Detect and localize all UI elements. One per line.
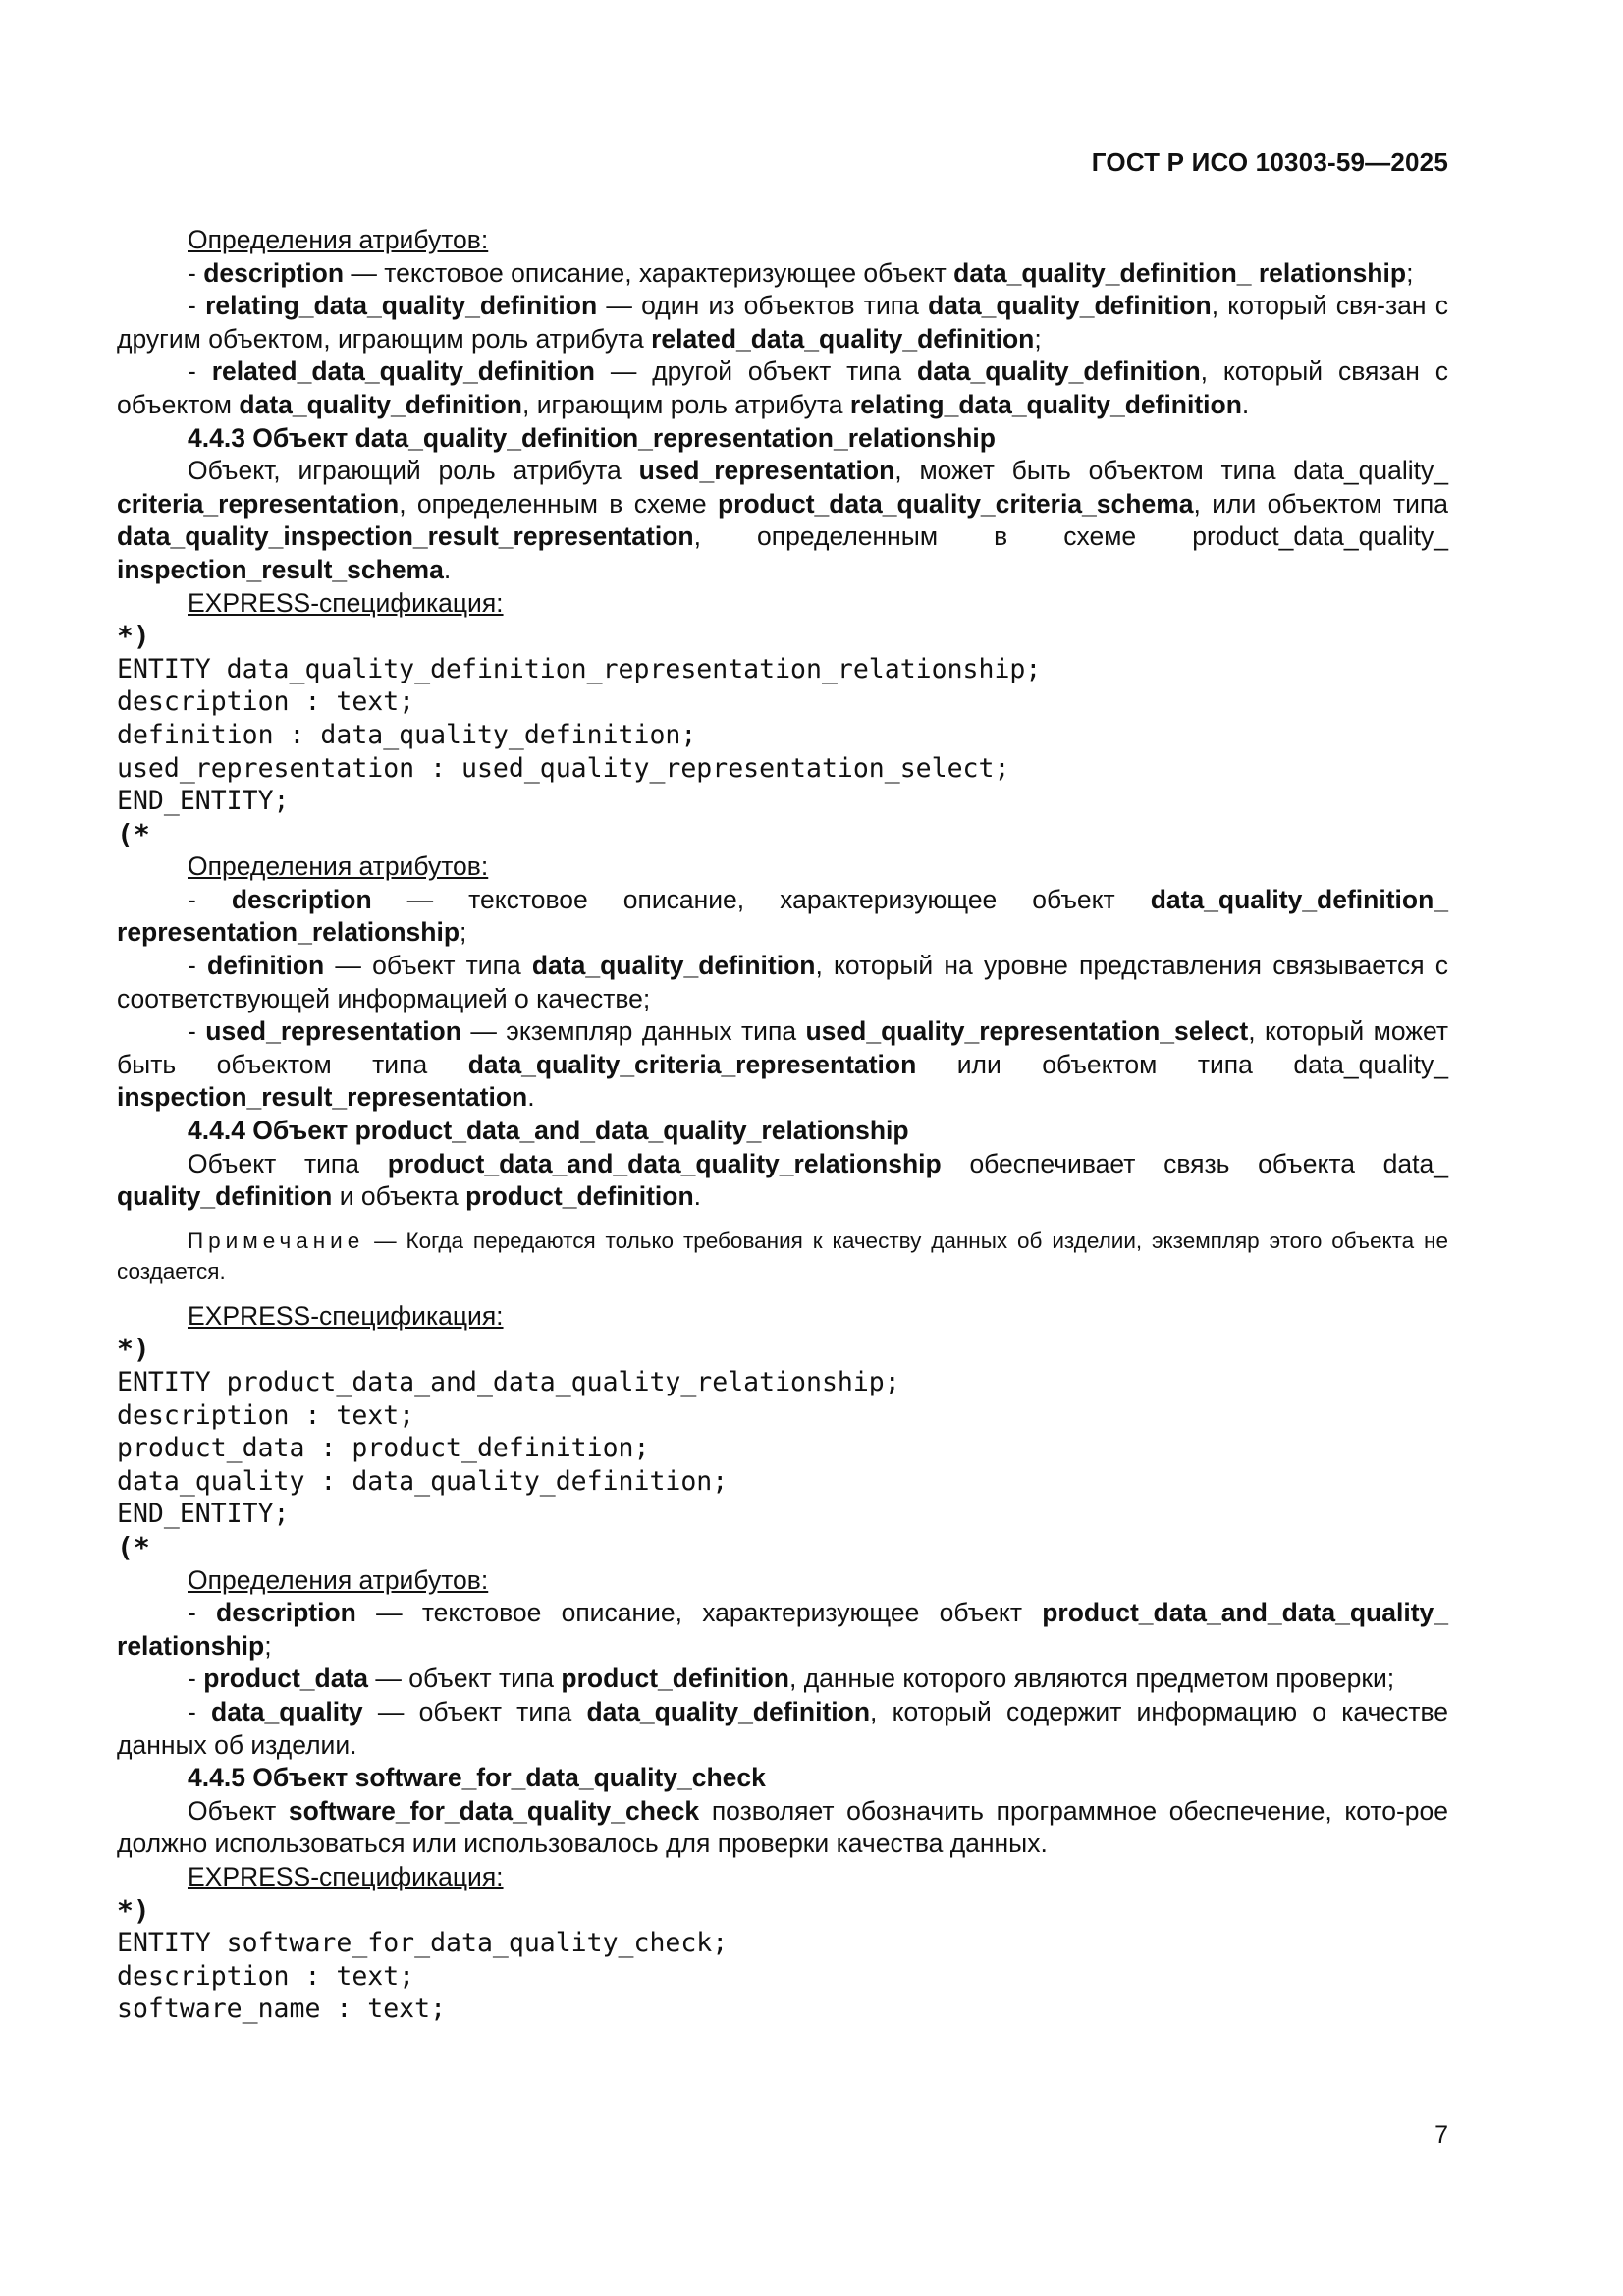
express-label: EXPRESS-спецификация:: [188, 1861, 504, 1891]
text-run: -: [188, 257, 204, 288]
bold-term: related_data_quality_definition: [211, 356, 595, 387]
text-run: ;: [1406, 257, 1414, 288]
text-run: — текстовое описание, характеризующее объект: [371, 884, 1151, 914]
text-run: , который может быть объектом типа: [117, 1016, 1449, 1079]
bold-term: product_definition: [561, 1664, 789, 1694]
express-open: *): [117, 1893, 150, 1927]
express-open: *): [117, 1333, 150, 1366]
text-run: — текстовое описание, характеризующее объект: [344, 257, 954, 288]
section-heading-4-4-4: 4.4.4 Объект product_data_and_data_quality_relationship: [188, 1116, 909, 1146]
bold-term: used_representation: [638, 456, 895, 486]
bold-term: criteria_representation: [117, 488, 400, 519]
note: [117, 1226, 1448, 1286]
bold-term: data_quality_definition: [917, 356, 1201, 387]
text-run: Объект, играющий роль атрибута: [188, 456, 639, 486]
code-line: description : text;: [117, 1960, 415, 1992]
bold-term: used_quality_representation_select: [805, 1016, 1249, 1047]
text-run: -: [188, 884, 232, 914]
text-run: .: [443, 554, 452, 584]
text-run: или объектом типа data_quality_: [916, 1049, 1448, 1079]
text-run: , определенным в схеме product_data_quality_: [693, 521, 1448, 552]
page-number: 7: [1434, 2121, 1448, 2149]
text-run: -: [188, 951, 208, 981]
attr-used-representation: [117, 1015, 1448, 1115]
section-heading-4-4-3: 4.4.3 Объект data_quality_definition_representation_relationship: [188, 422, 996, 453]
text-run: .: [1241, 389, 1250, 419]
code-line: product_data : product_definition;: [117, 1433, 650, 1464]
bold-term: product_data_and_data_quality_ relationship: [117, 1598, 1448, 1661]
bold-term: data_quality_definition: [928, 291, 1212, 321]
express-open: *): [117, 620, 150, 653]
bold-term: data_quality_definition_ representation_relationship: [117, 884, 1449, 948]
code-line: definition : data_quality_definition;: [117, 719, 697, 750]
text-run: , который свя-зан с другим объектом, играющим роль атрибута: [117, 291, 1449, 354]
attr-defs-label: Определения атрибутов:: [188, 1564, 489, 1595]
bold-term: data_quality_criteria_representation: [467, 1049, 917, 1079]
section-intro-4-4-5: [117, 1795, 1448, 1861]
note-text: — Когда передаются только требования к качеству данных об изделии, экземпляр этого объекта не создается.: [117, 1228, 1448, 1284]
text-run: -: [188, 356, 212, 387]
attr-data-quality: [117, 1696, 1448, 1762]
attr-description: [117, 257, 1448, 291]
text-run: и объекта: [332, 1181, 466, 1212]
text-run: ;: [1034, 323, 1042, 354]
text-run: -: [188, 1696, 212, 1726]
bold-term: data_quality_definition: [531, 951, 816, 981]
attr-defs-label: Определения атрибутов:: [188, 225, 489, 254]
text-run: , может быть объектом типа data_quality_: [894, 456, 1449, 486]
attr-description: [117, 884, 1448, 950]
bold-term: description: [203, 257, 345, 288]
code-line: software_name : text;: [117, 1994, 447, 2025]
section-heading-4-4-5: 4.4.5 Объект software_for_data_quality_check: [188, 1763, 766, 1793]
text-run: Объект типа: [188, 1148, 388, 1178]
attr-definition: [117, 950, 1448, 1015]
text-run: — объект типа: [324, 951, 532, 981]
text-run: , данные которого являются предметом проверки;: [788, 1664, 1395, 1694]
bold-term: description: [231, 884, 372, 914]
bold-term: quality_definition: [117, 1181, 333, 1212]
code-end: END_ENTITY;: [117, 1499, 290, 1530]
text-run: .: [693, 1181, 702, 1212]
text-run: , который на уровне представления связывается с соответствующей информацией о качестве;: [117, 951, 1449, 1013]
code-line: ENTITY data_quality_definition_representation_relationship;: [117, 653, 1042, 684]
code-line: description : text;: [117, 686, 415, 718]
text-run: — экземпляр данных типа: [460, 1016, 806, 1047]
text-run: — другой объект типа: [594, 356, 918, 387]
text-run: ;: [460, 917, 467, 948]
bold-term: inspection_result_representation: [117, 1082, 528, 1113]
text-run: — один из объектов типа: [597, 291, 929, 321]
bold-term: data_quality_definition_ relationship: [953, 257, 1407, 288]
attr-related: [117, 355, 1448, 421]
text-run: , играющим роль атрибута: [521, 389, 850, 419]
note-label: Примечание: [188, 1228, 365, 1253]
text-run: -: [188, 1664, 204, 1694]
bold-term: software_for_data_quality_check: [288, 1795, 700, 1826]
code-line: description : text;: [117, 1399, 415, 1431]
text-run: Объект: [188, 1795, 289, 1826]
bold-term: definition: [207, 951, 325, 981]
text-run: -: [188, 291, 206, 321]
bold-term: relating_data_quality_definition: [849, 389, 1242, 419]
text-run: .: [527, 1082, 535, 1113]
text-run: — объект типа: [368, 1664, 562, 1694]
code-line: ENTITY software_for_data_quality_check;: [117, 1928, 729, 1959]
bold-term: relating_data_quality_definition: [205, 291, 598, 321]
bold-term: data_quality_definition: [586, 1696, 871, 1726]
code-line: used_representation : used_quality_representation_select;: [117, 752, 1010, 784]
section-intro-4-4-4: [117, 1148, 1448, 1214]
attr-relating: [117, 290, 1448, 355]
bold-term: product_data_quality_criteria_schema: [717, 488, 1194, 519]
code-end: END_ENTITY;: [117, 786, 290, 817]
express-close: (*: [117, 1530, 150, 1563]
bold-term: product_data_and_data_quality_relationship: [387, 1148, 942, 1178]
bold-term: related_data_quality_definition: [651, 323, 1035, 354]
bold-term: used_representation: [205, 1016, 461, 1047]
text-run: , или объектом типа: [1193, 488, 1448, 519]
bold-term: product_data: [203, 1664, 369, 1694]
attr-defs-label: Определения атрибутов:: [188, 851, 489, 882]
attr-description: [117, 1597, 1448, 1663]
express-label: EXPRESS-спецификация:: [188, 1300, 504, 1331]
bold-term: description: [216, 1598, 356, 1628]
text-run: , который содержит информацию о качестве данных об изделии.: [117, 1696, 1449, 1760]
page-content: [117, 224, 1448, 2026]
text-run: — текстовое описание, характеризующее объект: [355, 1598, 1043, 1628]
text-run: -: [188, 1598, 217, 1628]
text-run: , определенным в схеме: [399, 488, 718, 519]
bold-term: data_quality_definition: [239, 389, 522, 419]
text-run: ;: [264, 1630, 272, 1661]
express-label: EXPRESS-спецификация:: [188, 587, 504, 618]
code-line: data_quality : data_quality_definition;: [117, 1465, 729, 1497]
document-header: ГОСТ Р ИСО 10303-59—2025: [1091, 147, 1448, 177]
code-line: ENTITY product_data_and_data_quality_relationship;: [117, 1367, 900, 1397]
text-run: обеспечивает связь объекта data_: [941, 1148, 1448, 1178]
bold-term: data_quality_inspection_result_representation: [117, 521, 694, 552]
text-run: , который связан с объектом: [117, 356, 1449, 419]
attr-product-data: [117, 1663, 1448, 1696]
text-run: — объект типа: [362, 1696, 587, 1726]
section-intro-4-4-3: [117, 455, 1448, 586]
bold-term: product_definition: [465, 1181, 694, 1212]
express-close: (*: [117, 817, 150, 850]
text-run: позволяет обозначить программное обеспечение, кото-рое должно использоваться или использовалось для проверки качества данных.: [117, 1795, 1448, 1859]
text-run: -: [188, 1016, 206, 1047]
bold-term: data_quality: [211, 1696, 363, 1726]
bold-term: inspection_result_schema: [117, 554, 444, 584]
